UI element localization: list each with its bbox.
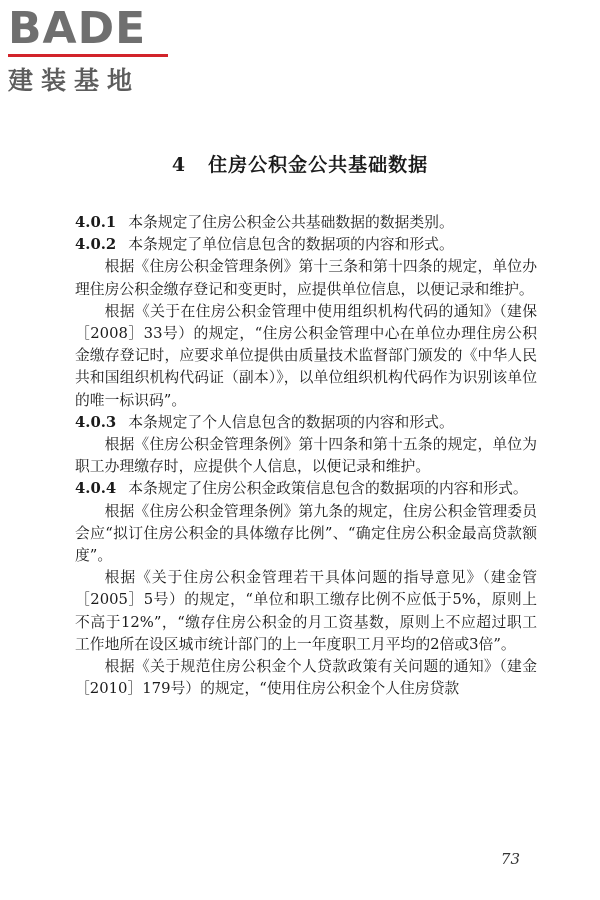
- body-paragraph: 根据《关于规范住房公积金个人贷款政策有关问题的通知》（建金［2010］179号）的规定，“使用住房公积金个人住房贷款: [75, 658, 537, 698]
- publisher-logo: [8, 3, 178, 97]
- clause-number: 4.0.1: [75, 214, 117, 231]
- clause-number: 4.0.2: [75, 236, 117, 254]
- clause-number: 4.0.4: [75, 480, 117, 498]
- paragraph-text: 本条规定了单位信息包含的数据项的内容和形式。: [128, 236, 454, 254]
- paragraph-text: 本条规定了住房公积金政策信息包含的数据项的内容和形式。: [128, 480, 528, 498]
- clause-paragraph: [75, 478, 537, 500]
- paragraph-text: 本条规定了住房公积金公共基础数据的数据类别。: [128, 214, 454, 231]
- body-paragraph: 根据《住房公积金管理条例》第十四条和第十五条的规定，单位为职工办理缴存时，应提供个人信息，以便记录和维护。: [75, 436, 537, 476]
- clause-paragraph: [75, 412, 537, 434]
- page-number: 73: [500, 850, 520, 868]
- body-paragraph: 根据《关于住房公积金管理若干具体问题的指导意见》（建金管［2005］5号）的规定，“单位和职工缴存比例不应低于5%，原则上不高于12%”，“缴存住房公积金的月工资基数，原则上不应超过职工工作地所在设区城市统计部门的上一年度职工月平均的2倍或3倍”。: [75, 569, 537, 653]
- body-paragraph: 根据《住房公积金管理条例》第九条的规定，住房公积金管理委员会应“拟订住房公积金的具体缴存比例”、“确定住房公积金最高贷款额度”。: [75, 502, 537, 565]
- logo-wordmark: BADE: [8, 3, 147, 54]
- logo-rule: [8, 54, 168, 57]
- document-body: [75, 212, 537, 700]
- chapter-heading: [0, 150, 600, 177]
- chapter-number: 4: [171, 154, 187, 176]
- clause-number: 4.0.3: [75, 413, 117, 431]
- clause-paragraph: [75, 234, 537, 256]
- logo-subtitle: 建装基地: [8, 66, 141, 95]
- body-paragraph: 根据《住房公积金管理条例》第十三条和第十四条的规定，单位办理住房公积金缴存登记和变更时，应提供单位信息，以便记录和维护。: [75, 258, 537, 298]
- body-paragraph: 根据《关于在住房公积金管理中使用组织机构代码的通知》（建保［2008］33号）的规定，“住房公积金管理中心在单位办理住房公积金缴存登记时，应要求单位提供由质量技术监督部门颁发的《中华人民共和国组织机构代码证（副本）》，以单位组织机构代码作为识别该单位的唯一标识码”。: [75, 302, 537, 409]
- clause-paragraph: [75, 212, 537, 234]
- chapter-title: 住房公积金公共基础数据: [208, 154, 429, 176]
- paragraph-text: 本条规定了个人信息包含的数据项的内容和形式。: [128, 413, 454, 431]
